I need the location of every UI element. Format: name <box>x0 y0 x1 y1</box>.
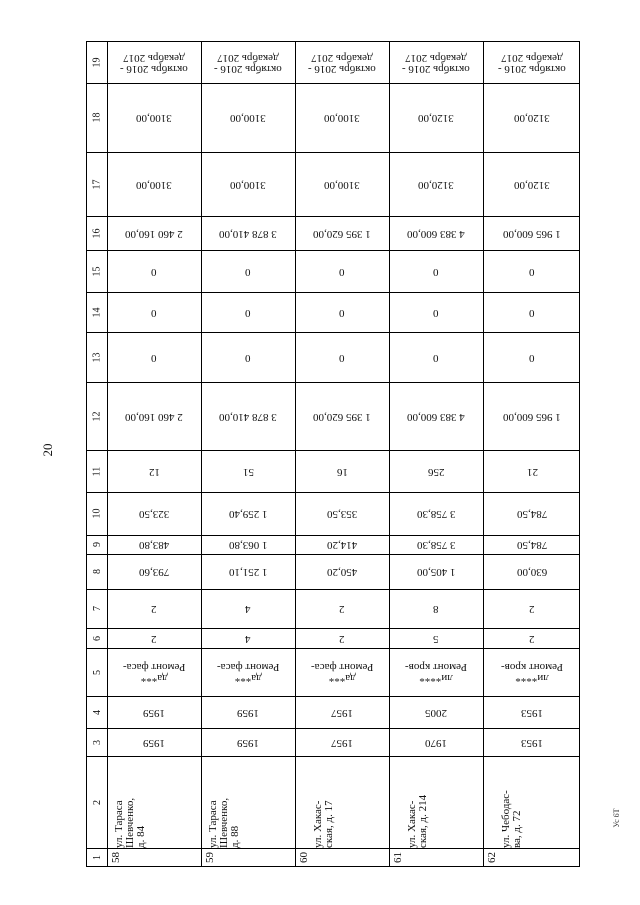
value-cell-col-18 <box>389 83 483 152</box>
cell-value: 3120,00 <box>418 112 454 124</box>
column-number-16 <box>87 216 107 250</box>
cell-value: 2 <box>529 603 535 615</box>
address-cell <box>483 756 587 854</box>
column-number-8 <box>87 554 107 589</box>
column-number-7 <box>87 589 107 628</box>
period-text <box>120 52 188 74</box>
cell-value: 0 <box>245 265 251 278</box>
cell-value: 784,50 <box>516 508 548 520</box>
value-cell-col-17 <box>201 152 295 216</box>
value-cell-col-13 <box>483 332 581 382</box>
work-type-text <box>311 661 373 683</box>
value-cell-col-6 <box>107 628 201 648</box>
value-cell-col-12 <box>389 382 483 450</box>
value-cell-col-7 <box>107 589 201 628</box>
value-cell-col-15 <box>483 250 581 292</box>
value-cell-col-8 <box>483 554 581 589</box>
column-number-4 <box>87 696 107 728</box>
cell-value: 1 251,10 <box>228 566 268 578</box>
cell-value: 16 <box>336 465 348 478</box>
value-cell-col-14 <box>201 292 295 332</box>
cell-value: 483,80 <box>138 539 170 551</box>
cell-value: 51 <box>242 465 254 478</box>
address-cell <box>295 756 395 854</box>
value-cell-col-8 <box>201 554 295 589</box>
value-cell-col-17 <box>483 152 581 216</box>
column-number-6 <box>87 628 107 648</box>
value-cell-col-15 <box>295 250 389 292</box>
cell-value: 3 758,30 <box>416 539 456 551</box>
value-cell-col-7 <box>389 589 483 628</box>
value-cell-col-15 <box>107 250 201 292</box>
value-cell-col-10 <box>201 492 295 535</box>
value-cell-col-6 <box>201 628 295 648</box>
address-text: ул. Хакас- ская, д. 17 <box>312 800 335 848</box>
column-number-label: 7 <box>91 606 103 611</box>
value-cell-col-11 <box>389 450 483 492</box>
cell-value: 3120,00 <box>514 112 550 124</box>
cell-value: 3100,00 <box>230 178 266 191</box>
period-cell <box>389 42 483 83</box>
work-type-text <box>123 661 185 683</box>
work-type-line: Ремонт фаса- <box>216 661 280 673</box>
period-cell <box>483 42 581 83</box>
value-cell-col-11 <box>295 450 389 492</box>
address-text: ул. Тараса Шевченко, д. 88 <box>207 797 241 848</box>
cell-value: 0 <box>245 351 251 364</box>
value-cell-col-15 <box>389 250 483 292</box>
column-number-13 <box>87 332 107 382</box>
cell-value: 0 <box>529 265 535 278</box>
address-text: ул. Тараса Шевченко, д. 84 <box>113 797 147 848</box>
column-number-11 <box>87 450 107 492</box>
period-text <box>498 52 566 74</box>
value-cell-col-9 <box>201 535 295 554</box>
cell-value: 0 <box>245 306 251 319</box>
work-type-line: Ремонт кров- <box>405 661 467 673</box>
cell-value: 323,50 <box>138 508 170 520</box>
value-cell-col-13 <box>107 332 201 382</box>
column-number-1 <box>87 848 107 866</box>
cell-value: 21 <box>526 465 538 478</box>
value-cell-col-9 <box>107 535 201 554</box>
cell-value: 1 395 620,00 <box>313 410 371 423</box>
cell-value: 1 965 600,00 <box>503 227 561 240</box>
value-cell-col-9 <box>295 535 389 554</box>
work-type-suffix: да*** <box>234 672 262 684</box>
address-text: ул. Хакас- ская, д. 214 <box>406 794 429 848</box>
cell-value: 3 758,30 <box>416 508 456 520</box>
cell-value: 3100,00 <box>136 178 172 191</box>
value-cell-col-16 <box>295 216 389 250</box>
column-number-18 <box>87 83 107 152</box>
row-number-label: 60 <box>298 851 310 863</box>
column-number-10 <box>87 492 107 535</box>
value-cell-col-18 <box>295 83 389 152</box>
value-cell-col-10 <box>389 492 483 535</box>
cell-value: 0 <box>529 306 535 319</box>
value-cell-col-4 <box>483 696 581 728</box>
cell-value: 1953 <box>521 736 543 749</box>
column-number-19 <box>87 42 107 83</box>
value-cell-col-11 <box>483 450 581 492</box>
value-cell-col-14 <box>107 292 201 332</box>
cell-value: 1 259,40 <box>228 508 268 520</box>
work-type-suffix: ли**** <box>515 672 549 684</box>
column-number-12 <box>87 382 107 450</box>
column-number-2 <box>87 756 107 848</box>
value-cell-col-13 <box>295 332 389 382</box>
cell-value: 450,20 <box>326 566 358 578</box>
cell-value: 1 395 620,00 <box>313 227 371 240</box>
value-cell-col-3 <box>295 728 389 756</box>
cell-value: 1959 <box>143 736 165 749</box>
cell-value: 3100,00 <box>324 112 360 124</box>
value-cell-col-17 <box>107 152 201 216</box>
value-cell-col-17 <box>389 152 483 216</box>
column-number-label: 16 <box>91 228 103 238</box>
cell-value: 2 <box>529 632 535 645</box>
column-number-14 <box>87 292 107 332</box>
row-number <box>201 848 299 866</box>
period-start: октябрь 2016 - <box>120 62 188 75</box>
value-cell-col-17 <box>295 152 389 216</box>
page-number: 20 <box>40 443 55 457</box>
value-cell-col-4 <box>295 696 389 728</box>
value-cell-col-4 <box>201 696 295 728</box>
cell-value: 5 <box>433 632 439 645</box>
value-cell-col-12 <box>483 382 581 450</box>
address-text: ул. Чебодас- ва, д. 72 <box>500 790 523 848</box>
value-cell-col-18 <box>201 83 295 152</box>
cell-value: 630,00 <box>516 566 548 578</box>
column-number-label: 3 <box>91 739 103 745</box>
row-number <box>295 848 393 866</box>
value-cell-col-14 <box>295 292 389 332</box>
value-cell-col-12 <box>201 382 295 450</box>
value-cell-col-4 <box>389 696 483 728</box>
cell-value: 12 <box>148 465 160 478</box>
period-end: декабрь 2017 <box>405 51 467 64</box>
footer-mark: Ус 6Т <box>612 808 621 828</box>
period-end: декабрь 2017 <box>123 51 185 64</box>
column-number-label: 5 <box>91 669 103 675</box>
work-type-suffix: ли**** <box>419 672 453 684</box>
cell-value: 4 <box>245 603 251 615</box>
address-cell <box>107 756 207 854</box>
work-type-cell <box>483 648 581 696</box>
column-number-label: 1 <box>91 854 103 860</box>
cell-value: 0 <box>151 306 157 319</box>
column-number-label: 14 <box>91 307 103 317</box>
value-cell-col-11 <box>201 450 295 492</box>
period-start: октябрь 2016 - <box>308 62 376 75</box>
cell-value: 784,50 <box>516 539 548 551</box>
period-cell <box>295 42 389 83</box>
value-cell-col-12 <box>107 382 201 450</box>
value-cell-col-3 <box>201 728 295 756</box>
cell-value: 0 <box>339 351 345 364</box>
value-cell-col-18 <box>107 83 201 152</box>
value-cell-col-10 <box>107 492 201 535</box>
cell-value: 3 878 410,00 <box>219 410 277 423</box>
cell-value: 1957 <box>331 736 353 749</box>
cell-value: 0 <box>433 306 439 319</box>
cell-value: 2 <box>339 603 345 615</box>
work-type-cell <box>389 648 483 696</box>
cell-value: 2 460 160,00 <box>125 410 183 423</box>
cell-value: 1 965 600,00 <box>503 410 561 423</box>
cell-value: 1970 <box>425 736 447 749</box>
column-number-17 <box>87 152 107 216</box>
value-cell-col-8 <box>295 554 389 589</box>
work-type-line: Ремонт фаса- <box>122 661 186 673</box>
cell-value: 1957 <box>331 706 353 719</box>
cell-value: 0 <box>151 265 157 278</box>
value-cell-col-15 <box>201 250 295 292</box>
cell-value: 8 <box>433 603 439 615</box>
cell-value: 0 <box>433 265 439 278</box>
cell-value: 0 <box>339 306 345 319</box>
value-cell-col-8 <box>389 554 483 589</box>
value-cell-col-14 <box>483 292 581 332</box>
cell-value: 2 <box>151 603 157 615</box>
column-number-label: 13 <box>91 352 103 362</box>
cell-value: 4 383 600,00 <box>407 227 465 240</box>
column-number-label: 10 <box>91 508 103 519</box>
value-cell-col-9 <box>483 535 581 554</box>
cell-value: 0 <box>433 351 439 364</box>
column-number-label: 8 <box>91 569 103 574</box>
cell-value: 2 <box>151 632 157 645</box>
value-cell-col-13 <box>389 332 483 382</box>
column-number-label: 6 <box>91 635 103 641</box>
work-type-cell <box>201 648 295 696</box>
value-cell-col-3 <box>389 728 483 756</box>
row-number-label: 58 <box>110 851 122 863</box>
work-type-cell <box>295 648 389 696</box>
cell-value: 4 383 600,00 <box>407 410 465 423</box>
period-start: октябрь 2016 - <box>402 62 470 75</box>
period-end: декабрь 2017 <box>501 51 563 64</box>
row-number-label: 62 <box>486 851 498 863</box>
value-cell-col-6 <box>389 628 483 648</box>
cell-value: 2005 <box>425 706 447 719</box>
value-cell-col-3 <box>107 728 201 756</box>
work-type-line: Ремонт кров- <box>501 661 563 673</box>
row-number <box>107 848 205 866</box>
cell-value: 1 405,00 <box>416 566 456 578</box>
value-cell-col-13 <box>201 332 295 382</box>
period-text <box>214 52 282 74</box>
value-cell-col-4 <box>107 696 201 728</box>
value-cell-col-9 <box>389 535 483 554</box>
column-number-label: 4 <box>91 709 103 715</box>
work-type-suffix: да*** <box>328 672 356 684</box>
value-cell-col-6 <box>483 628 581 648</box>
rotated-data-table <box>86 41 580 867</box>
cell-value: 3120,00 <box>418 178 454 191</box>
address-cell <box>201 756 301 854</box>
period-text <box>402 52 470 74</box>
period-cell <box>107 42 201 83</box>
value-cell-col-16 <box>389 216 483 250</box>
cell-value: 3100,00 <box>324 178 360 191</box>
value-cell-col-16 <box>483 216 581 250</box>
column-number-label: 18 <box>91 112 103 123</box>
value-cell-col-10 <box>295 492 389 535</box>
period-start: октябрь 2016 - <box>498 62 566 75</box>
column-number-label: 2 <box>91 799 103 805</box>
cell-value: 0 <box>529 351 535 364</box>
cell-value: 0 <box>151 351 157 364</box>
cell-value: 3 878 410,00 <box>219 227 277 240</box>
cell-value: 1959 <box>143 706 165 719</box>
cell-value: 1 063,80 <box>228 539 268 551</box>
cell-value: 2 <box>339 632 345 645</box>
work-type-cell <box>107 648 201 696</box>
cell-value: 256 <box>427 465 445 478</box>
work-type-line: Ремонт фаса- <box>310 661 374 673</box>
cell-value: 1959 <box>237 706 259 719</box>
period-text <box>308 52 376 74</box>
cell-value: 353,50 <box>326 508 358 520</box>
row-number <box>483 848 585 866</box>
value-cell-col-3 <box>483 728 581 756</box>
value-cell-col-18 <box>483 83 581 152</box>
cell-value: 2 460 160,00 <box>125 227 183 240</box>
cell-value: 1953 <box>521 706 543 719</box>
cell-value: 3120,00 <box>514 178 550 191</box>
period-cell <box>201 42 295 83</box>
value-cell-col-14 <box>389 292 483 332</box>
row-number-label: 59 <box>204 851 216 863</box>
cell-value: 414,20 <box>326 539 358 551</box>
work-type-text <box>501 661 563 683</box>
column-number-5 <box>87 648 107 696</box>
column-number-9 <box>87 535 107 554</box>
cell-value: 4 <box>245 632 251 645</box>
value-cell-col-12 <box>295 382 389 450</box>
value-cell-col-7 <box>201 589 295 628</box>
value-cell-col-11 <box>107 450 201 492</box>
column-number-15 <box>87 250 107 292</box>
work-type-text <box>405 661 467 683</box>
value-cell-col-16 <box>107 216 201 250</box>
cell-value: 1959 <box>237 736 259 749</box>
column-number-label: 17 <box>91 179 103 189</box>
period-start: октябрь 2016 - <box>214 62 282 75</box>
column-number-3 <box>87 728 107 756</box>
cell-value: 793,60 <box>138 566 170 578</box>
value-cell-col-6 <box>295 628 389 648</box>
row-number <box>389 848 487 866</box>
cell-value: 3100,00 <box>136 112 172 124</box>
column-number-label: 19 <box>91 57 103 68</box>
column-number-label: 15 <box>91 266 103 276</box>
period-end: декабрь 2017 <box>217 51 279 64</box>
value-cell-col-7 <box>295 589 389 628</box>
cell-value: 3100,00 <box>230 112 266 124</box>
value-cell-col-16 <box>201 216 295 250</box>
column-number-label: 12 <box>91 411 103 421</box>
period-end: декабрь 2017 <box>311 51 373 64</box>
column-number-label: 11 <box>91 466 103 476</box>
row-number-label: 61 <box>392 851 404 863</box>
value-cell-col-7 <box>483 589 581 628</box>
value-cell-col-8 <box>107 554 201 589</box>
cell-value: 0 <box>339 265 345 278</box>
column-number-label: 9 <box>91 542 103 547</box>
work-type-text <box>217 661 279 683</box>
value-cell-col-10 <box>483 492 581 535</box>
work-type-suffix: да*** <box>140 672 168 684</box>
address-cell <box>389 756 489 854</box>
